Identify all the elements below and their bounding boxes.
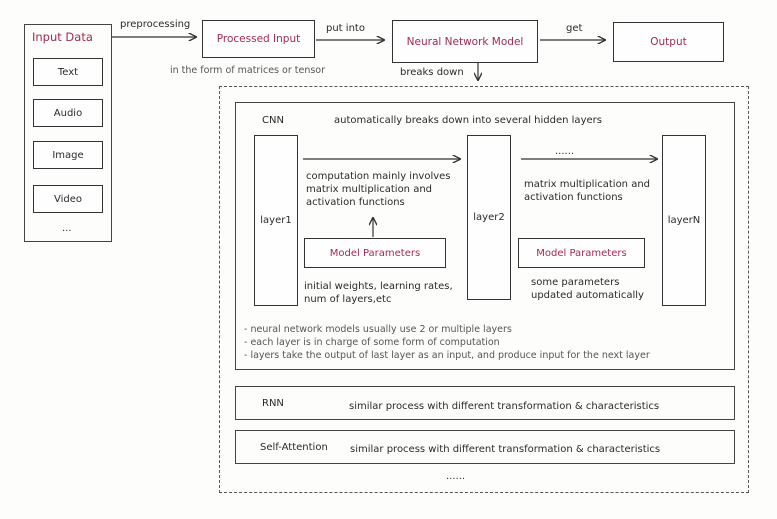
processed-input-label: Processed Input [216,33,301,45]
processed-input-note: in the form of matrices or tensor [170,65,326,76]
layer2-label: layer2 [473,212,505,223]
model-parameters-2-note-line1: some parameters [531,277,620,288]
layerN-label: layerN [667,215,701,226]
rnn-label: RNN [262,398,284,409]
computation-note-1-line3: activation functions [306,197,405,208]
input-data-title: Input Data [32,30,93,44]
cnn-note-2: - each layer is in charge of some form of computation [244,337,500,348]
cnn-notes [244,323,650,362]
cnn-heading: automatically breaks down into several hidden layers [334,115,602,126]
input-item-text-label: Text [57,66,79,78]
breaks-down-label: breaks down [400,67,464,78]
input-item-more: ... [62,223,72,234]
model-parameters-2-label: Model Parameters [536,247,627,259]
processed-input-box [202,20,315,58]
model-parameters-1-note-line2: num of layers,etc [304,294,392,305]
model-parameters-1-label: Model Parameters [329,247,421,259]
computation-note-1-line2: matrix multiplication and [306,184,433,195]
input-item-video-label: Video [53,193,83,205]
output-label: Output [650,36,687,48]
get-label: get [566,23,583,34]
computation-note-2-line1: matrix multiplication and [524,179,651,190]
more-models-ellipsis: ...... [446,471,466,482]
rnn-description: similar process with different transformation & characteristics [349,401,660,412]
computation-note-1-line1: computation mainly involves [306,171,451,182]
model-parameters-box-1 [304,238,446,268]
preprocessing-label: preprocessing [120,19,191,30]
model-parameters-2-note-line2: updated automatically [531,290,644,301]
self-attention-description: similar process with different transformation & characteristics [350,444,661,455]
model-parameters-1-note [304,280,453,306]
self-attention-label: Self-Attention [260,442,328,453]
model-parameters-1-note-line1: initial weights, learning rates, [304,281,453,292]
input-item-text [33,58,103,86]
computation-note-2-line2: activation functions [524,192,623,203]
model-parameters-2-note [531,276,644,302]
layer1-box [254,135,298,306]
computation-note-2 [524,178,650,204]
computation-note-1 [306,170,451,209]
input-item-video [33,185,103,213]
input-item-audio [33,99,103,127]
layerN-box [662,135,706,306]
input-item-image [33,141,103,169]
cnn-note-1: - neural network models usually use 2 or multiple layers [244,324,512,335]
put-into-label: put into [326,23,365,34]
neural-network-model-box [392,20,538,63]
layer1-label: layer1 [260,215,292,226]
input-item-image-label: Image [52,149,84,161]
model-parameters-box-2 [518,238,645,268]
neural-network-model-label: Neural Network Model [406,35,524,48]
input-item-audio-label: Audio [53,107,83,119]
cnn-label: CNN [262,115,284,126]
ellipsis-between-layers: ...... [555,146,575,157]
cnn-note-3: - layers take the output of last layer as an input, and produce input for the next layer [244,350,650,361]
layer2-box [467,135,511,300]
output-box [613,22,724,62]
